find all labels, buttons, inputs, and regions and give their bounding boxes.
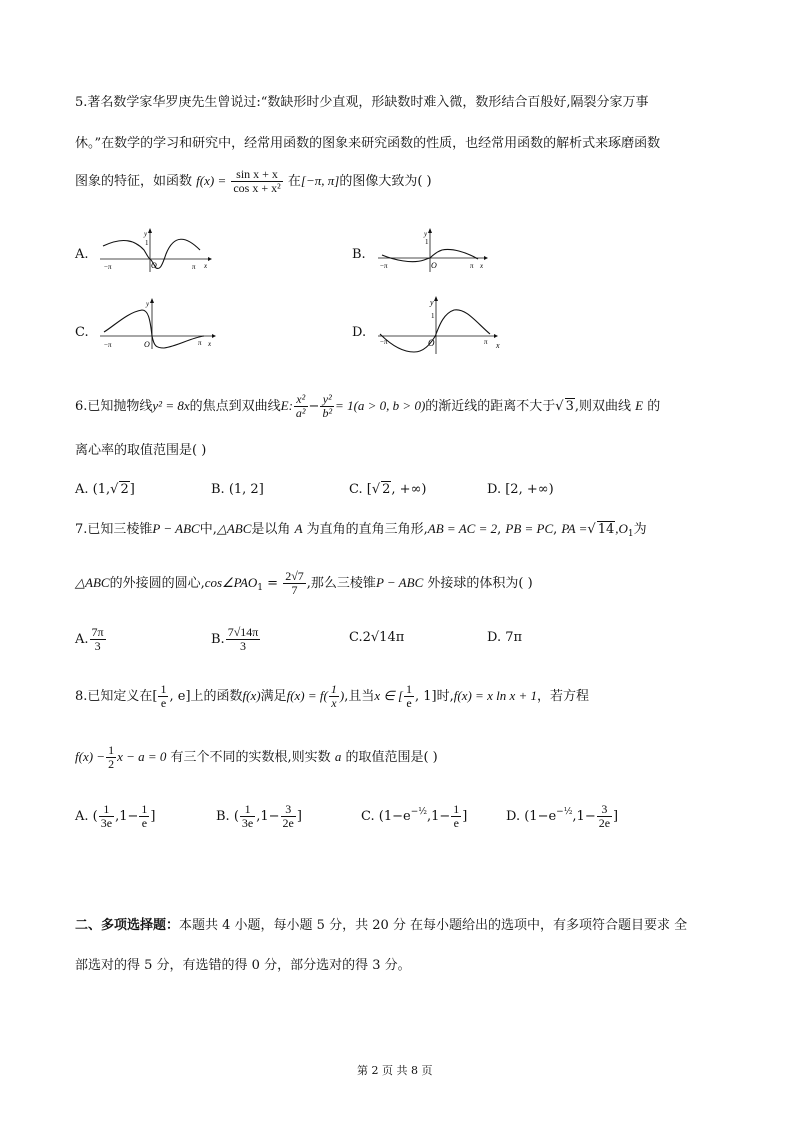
q5-line2: 休。”在数学的学习和研究中，经常用函数的图象来研究函数的性质，也经常用函数的解析式来琢磨函数 — [75, 136, 661, 151]
q5-option-b-graph[interactable] — [374, 228, 494, 273]
q7-line1: 7.已知三棱锥P − ABC中,△ABC是以角 A 为直角的直角三角形,AB = AC = 2, PB = PC, PA =√ $14,O_1$为 — [75, 521, 647, 539]
q7-option-c[interactable]: C.2√14π — [349, 630, 405, 645]
q7-line2: △ABC的外接圆的圆心$,\cos\angle PAO_1$ = $\frac{2√7}{7}$ ,那么三棱锥P − ABC 外接球的体积为( ) — [75, 569, 533, 597]
svg-text:x: x — [480, 262, 484, 270]
q8-option-a[interactable]: A. ( $\frac{1}{3e}$ ,1− $\frac{1}{e}$ ] — [75, 802, 156, 830]
svg-text:O: O — [431, 261, 437, 270]
q5-option-d-graph[interactable] — [374, 296, 504, 356]
svg-text:−π: −π — [104, 341, 112, 349]
svg-text:O: O — [428, 338, 435, 348]
svg-text:−π: −π — [104, 263, 112, 271]
svg-text:π: π — [198, 339, 202, 347]
q5-option-a-graph[interactable] — [96, 228, 216, 273]
q8-line2: f(x) − $\frac{1}{2}$ x − a = 0 有三个不同的实数根,则实数 a 的取值范围是( ) — [75, 743, 438, 771]
svg-text:1: 1 — [145, 239, 149, 247]
q6-option-b[interactable]: B. (1, 2] — [211, 482, 264, 497]
q6-option-d[interactable]: D. [2, +∞) — [487, 482, 554, 497]
q5-line1: 5.著名数学家华罗庚先生曾说过:“数缺形时少直观，形缺数时难入微，数形结合百般好,隔裂分家万事 — [75, 95, 649, 110]
svg-text:x: x — [208, 340, 212, 348]
q5-line3: 图象的特征，如函数 f(x) = $\frac{\text{sin x + x}}{\text{cos x + x²}}$ 在[−π, π]的图像大致为( ) — [75, 167, 432, 195]
q6-line2: 离心率的取值范围是( ) — [75, 443, 207, 458]
svg-text:π: π — [484, 338, 488, 346]
svg-text:1: 1 — [431, 312, 435, 320]
svg-text:π: π — [192, 263, 196, 271]
q5-option-a-label: A. — [75, 247, 89, 262]
q7-option-d[interactable]: D. 7π — [487, 630, 523, 645]
svg-text:π: π — [470, 262, 474, 270]
page-footer: 第 2 页 共 8 页 — [357, 1064, 433, 1077]
svg-text:y: y — [144, 230, 148, 238]
q8-line1: 8.已知定义在[ $\frac{1}{e}$ , e]上的函数f(x)满足f(x) = f( $\frac{1}{x}$ ),且当x ∈ [ $\frac{1}{e}$ , 1]时,f(x) = x ln x + 1，若方程 — [75, 682, 590, 710]
q5-option-c-label: C. — [75, 325, 89, 340]
q8-option-c[interactable]: C. ($1-e^{-\frac{1}{2}},1-$ $\frac{1}{e}$ ] — [361, 802, 468, 830]
svg-text:O: O — [151, 261, 157, 270]
svg-text:O: O — [144, 340, 150, 349]
q5-option-d-label: D. — [352, 325, 367, 340]
q6-option-c[interactable]: C. [√ 2, +∞) — [349, 482, 427, 497]
q7-option-b[interactable]: B. $\frac{7√14\pi}{3}$ — [211, 625, 259, 653]
section2-line2: 部选对的得 5 分，有选错的得 0 分，部分选对的得 3 分。 — [75, 958, 411, 973]
svg-text:y: y — [430, 298, 434, 307]
section2-title: 二、多项选择题： — [75, 918, 180, 933]
q5-option-b-label: B. — [352, 247, 366, 262]
section2-line1: 二、多项选择题：本题共 4 小题，每小题 5 分，共 20 分 在每小题给出的选项中，有多项符合题目要求 全 — [75, 918, 688, 933]
q8-option-b[interactable]: B. ( $\frac{1}{3e}$ ,1− $\frac{3}{2e}$ ] — [216, 802, 302, 830]
q8-option-d[interactable]: D. ($1-e^{-\frac{1}{2}},1-$ $\frac{3}{2e}$ ] — [506, 802, 619, 830]
q6-line1: 6.已知抛物线y² = 8x的焦点到双曲线E: $\frac{\text{x²}}{\text{a²}}$ − $\frac{\text{y²}}{\text{b²}}$ = 1(a > 0, b > 0)的渐近线的距离不大于√ 3,则双曲线 E 的 — [75, 392, 661, 420]
svg-text:x: x — [204, 262, 208, 270]
q6-option-a[interactable]: A. (1,√ 2] — [75, 482, 135, 497]
q5-option-c-graph[interactable] — [96, 298, 220, 350]
svg-text:−π: −π — [380, 262, 388, 270]
svg-text:x: x — [496, 341, 500, 350]
svg-text:y: y — [146, 300, 150, 308]
svg-text:−π: −π — [380, 338, 388, 346]
svg-text:1: 1 — [425, 238, 429, 246]
q7-option-a[interactable]: A. $\frac{7\pi}{3}$ — [75, 625, 104, 653]
svg-text:y: y — [424, 230, 428, 238]
